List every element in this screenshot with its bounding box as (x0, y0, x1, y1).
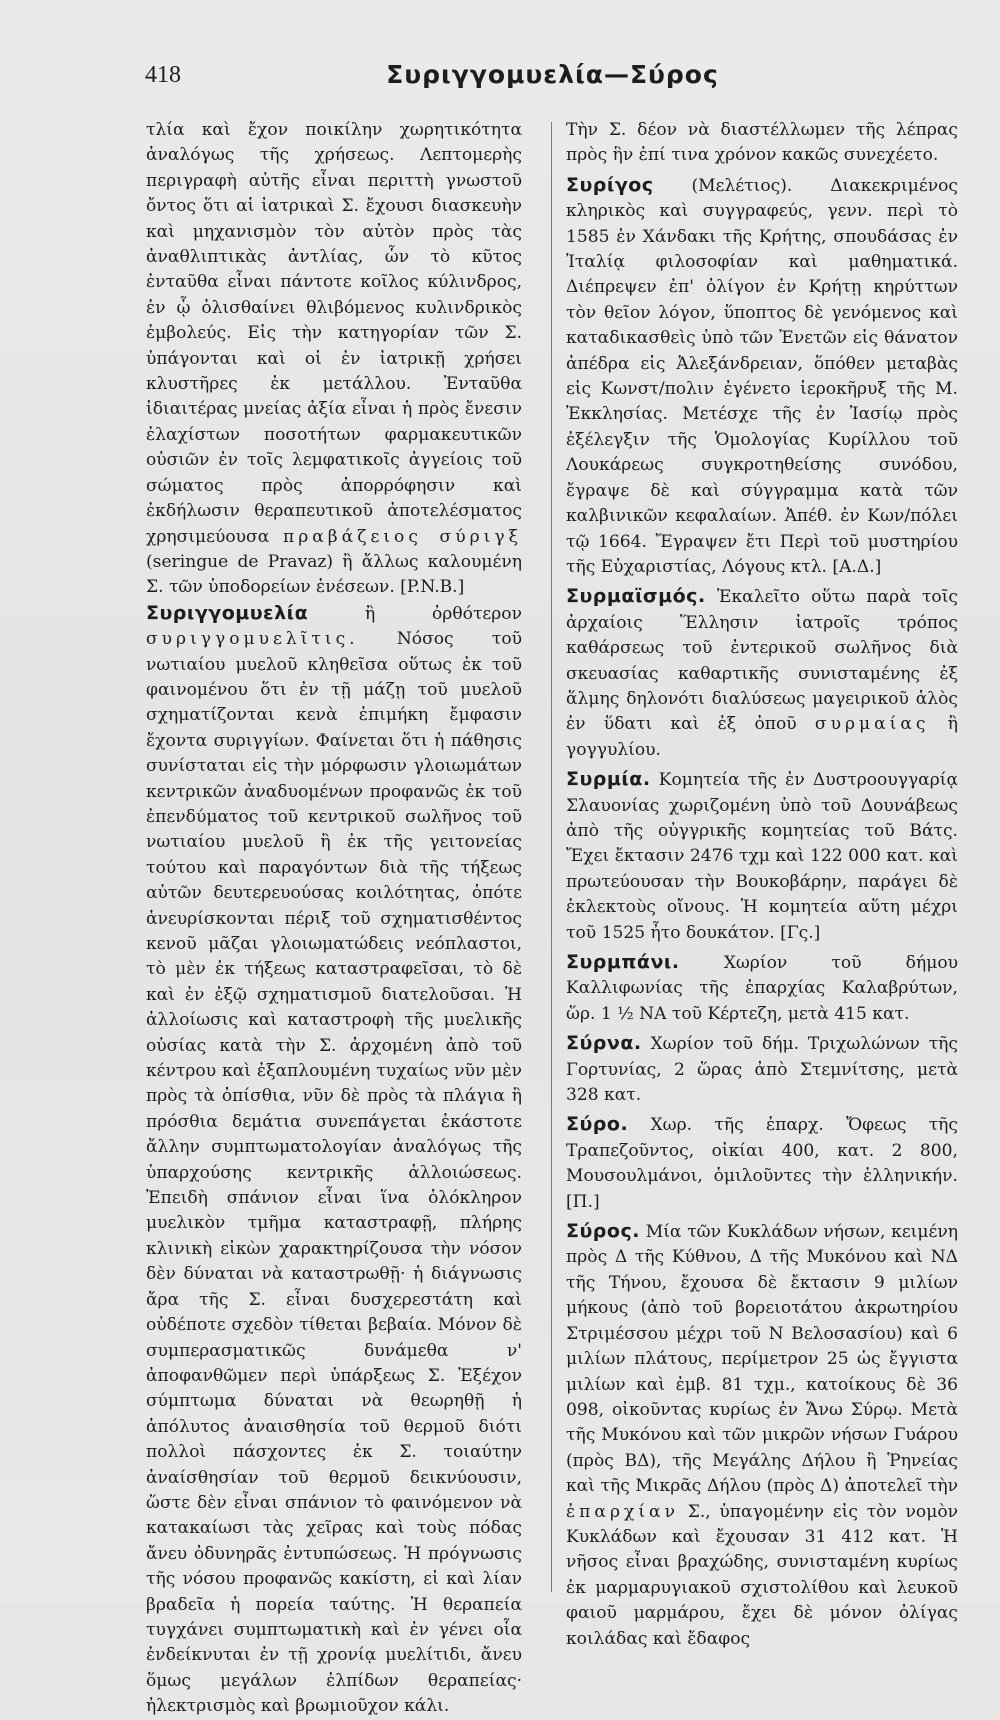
entry-syringomyelia (146, 601, 522, 1720)
headword: Συρίγος (566, 173, 654, 196)
entry-text: (seringue de Pravaz) ἢ ἄλλως καλουμένη Σ. τῶν ὑποδορείων ἐνέσεων. [P.N.B.] (146, 551, 522, 598)
spaced-term: πραβάζειος σύριγξ (282, 526, 522, 547)
entry-syringomyelia-continued (566, 118, 958, 169)
entry-syrigos (566, 173, 958, 581)
entry-text: ἢ γογγυλίου. (566, 714, 958, 760)
headword: Σύρο. (566, 1113, 629, 1136)
entry-syros (566, 1219, 958, 1652)
entry-syrna (566, 1031, 958, 1108)
entry-text: Ἐκαλεῖτο οὕτω παρὰ τοῖς ἀρχαίοις Ἕλλησιν ἰατροῖς τρόπος καθάρσεως τοῦ ἐντερικοῦ σωλῆνος διὰ σκευασίας καθαρτικῆς συνισταμένης ἐξ ἅλμης δηλονότι διαλύσεως μαγειρικοῦ ἁλὸς ἐν ὕδατι καὶ ἐξ ὀποῦ (566, 587, 958, 735)
entry-text: ἢ ὀρθότερον (364, 603, 522, 624)
left-column (146, 118, 522, 1720)
entry-text: Χωρίον τοῦ δήμ. Τριχωλώνων τῆς Γορτυνίας, 2 ὥρας ἀπὸ Στεμνίτσης, μετὰ 328 κατ. (566, 1034, 958, 1106)
entry-text: (Μελέτιος). Διακεκριμένος κληρικὸς καὶ συγγραφεύς, γενν. περὶ τὸ 1585 ἐν Χάνδακι τῆς Κρήτης, σπουδάσας ἐν Ἰταλίᾳ φιλοσοφίαν καὶ μαθηματικά. Διέπρεψεν ἐπ' ὀλίγον ἐν Κρήτῃ κηρύττων τὸν θεῖον λόγον, ὕποπτος δὲ γενόμενος καὶ καταδικασθεὶς ὑπὸ τῶν Ἐνετῶν εἰς θάνατον ἀπέδρα εἰς Ἀλεξάνδρειαν, ὅπόθεν μεταβὰς εἰς Κωνστ/πολιν ἐγένετο ἱεροκῆρυξ τῆς Μ. Ἐκκλησίας. Μετέσχε τῆς ἐν Ἰασίῳ πρὸς ἐξέλεγξιν τῆς Ὁμολογίας Κυρίλλου τοῦ Λουκάρεως συγκροτηθείσης συνόδου, ἔγραψε δὲ καὶ σύγγραμμα κατὰ τῶν καλβινικῶν κεφαλαίων. Ἀπέθ. ἐν Κων/πόλει τῷ 1664. Ἔγραψεν ἔτι Περὶ τοῦ μυστηρίου τῆς Εὐχαριστίας, Λόγους κτλ. [Α.Δ.] (566, 175, 958, 577)
entry-syrinx-continued (146, 118, 522, 601)
entry-syro (566, 1112, 958, 1215)
spaced-term: συριγγομυελῖτις. (146, 629, 359, 650)
headword: Συρμπάνι. (566, 951, 680, 973)
spaced-term: συρμαίας (814, 714, 930, 735)
column-divider (551, 122, 552, 1592)
spaced-term: ἐπαρχίαν (566, 1501, 679, 1522)
entry-syrmaismos (566, 584, 958, 763)
headword: Συρμία. (566, 768, 651, 791)
entry-text: Σ., ὑπαγομένην εἰς τὸν νομὸν Κυκλάδων καὶ ἔχουσαν 31 412 κατ. Ἡ νῆσος εἶναι βραχώδης, συνισταμένη κυρίως ἐκ μαρμαρυγιακοῦ σχιστολίθου καὶ λευκοῦ φαιοῦ μαρμάρου, ἔχει δὲ μόνον ὀλίγας κοιλάδας καὶ ἔδαφος (566, 1501, 958, 1649)
entry-text: Τὴν Σ. δέον νὰ διαστέλλωμεν τῆς λέπρας πρὸς ἣν ἐπί τινα χρόνον κακῶς συνεχέετο. (566, 120, 958, 166)
headword: Σύρος. (566, 1220, 640, 1243)
entry-text: Χωρ. τῆς ἐπαρχ. Ὄφεως τῆς Τραπεζοῦντος, οἰκίαι 400, κατ. 2 800, Μουσουλμάνοι, ὁμιλοῦντες τὴν ἑλληνικήν. [Π.] (566, 1115, 959, 1212)
right-column (566, 118, 958, 1656)
entry-text: τλία καὶ ἔχον ποικίλην χωρητικότητα ἀναλόγως τῆς χρήσεως. Λεπτομερὴς περιγραφὴ αὐτῆς εἶναι περιττὴ γνωστοῦ ὄντος ὅτι αἱ ἰατρικαὶ Σ. ἔχουσι διασκευὴν καὶ μηχανισμὸν τὸν αὐτὸν πρὸς τὰς ἀναθλιπτικὰς ἀντλίας, ὧν τὸ κῦτος ἐνταῦθα εἶναι πάντοτε κοῖλος κύλινδρος, ἐν ᾧ ὀλισθαίνει θλιβόμενος κυλινδρικὸς ἐμβολεύς. Εἰς τὴν κατηγορίαν τῶν Σ. ὑπάγονται καὶ οἱ ἐν ἰατρικῇ χρήσει κλυστῆρες ἐκ μετάλλου. Ἐνταῦθα ἰδιαιτέρας μνείας ἀξία εἶναι ἡ πρὸς ἔνεσιν ἐλαχίστων ποσοτήτων φαρμακευτικῶν οὐσιῶν ἐν τοῖς λεμφατικοῖς ἀγγείοις τοῦ σώματος πρὸς ἀπορρόφησιν καὶ ἐκδήλωσιν θεραπευτικοῦ ἀποτελέσματος χρησιμεύουσα (146, 120, 522, 547)
entry-syrmpani (566, 950, 958, 1027)
entry-text: Κομητεία τῆς ἐν Δυστροουγγαρίᾳ Σλαυονίας χωριζομένη ὑπὸ τοῦ Δουνάβεως ἀπὸ τῆς οὐγγρικῆς κομητείας τοῦ Βάτς. Ἔχει ἔκτασιν 2476 τχμ καὶ 122 000 κατ. καὶ πρωτεύουσαν τὴν Βουκοβάρην, παράγει δὲ ἐκλεκτοὺς οἴνους. Ἡ κομητεία αὕτη μέχρι τοῦ 1525 ἦτο δουκάτον. [Γς.] (566, 770, 959, 943)
running-title: Συριγγομυελία—Σύρος (386, 60, 719, 89)
headword: Σύρνα. (566, 1032, 642, 1055)
entry-text: Μία τῶν Κυκλάδων νήσων, κειμένη πρὸς Δ τῆς Κύθνου, Δ τῆς Μυκόνου καὶ ΝΔ τῆς Τήνου, ἔχουσα δὲ ἔκτασιν 9 μιλίων μήκους (ἀπὸ τοῦ βορειοτάτου ἀκρωτηρίου Στριμέσσου μέχρι τοῦ Ν Βελοσασίου) καὶ 6 μιλίων πλάτους, περίμετρον 25 ὡς ἔγγιστα μιλίων καὶ ἐμβ. 81 τχμ., κατοίκους δὲ 36 098, οἰκοῦντας κυρίως ἐν Ἄνω Σύρῳ. Μετὰ τῆς Μυκόνου καὶ τῶν μικρῶν νήσων Γυάρου (πρὸς ΒΔ), τῆς Μεγάλης Δήλου ἢ Ῥηνείας καὶ τῆς Μικρᾶς Δήλου (πρὸς Δ) ἀποτελεῖ τὴν (566, 1222, 958, 1497)
entry-syrmia (566, 767, 958, 946)
entry-text: Χωρίον τοῦ δήμου Καλλιφωνίας τῆς ἐπαρχίας Καλαβρύτων, ὥρ. 1 ½ ΝΑ τοῦ Κέρτεζη, μετὰ 415 κατ. (566, 953, 959, 1024)
page-header (145, 56, 960, 96)
entry-text: Νόσος τοῦ νωτιαίου μυελοῦ κληθεῖσα οὕτως ἐκ τοῦ φαινομένου ὅτι ἐν τῇ μάζῃ τοῦ μυελοῦ σχηματίζονται κενὰ ἐπιμήκη ἔμφασιν ἔχοντα συριγγίων. Φαίνεται ὅτι ἡ πάθησις συνίσταται εἰς τὴν μόρφωσιν γλοιωμάτων κεντρικῶν ἀναδυομένων προφανῶς ἐκ τοῦ ἐπενδύματος τοῦ κεντρικοῦ σωλῆνος τοῦ νωτιαίου μυελοῦ ἢ ἐκ τῆς γειτονείας τούτου καὶ παραγόντων διὰ τῆς τήξεως αὐτῶν δευτερευούσας κοιλότητας, ὁπότε ἀνευρίσκονται πέριξ τοῦ σχηματισθέντος κενοῦ μᾶζαι γλοιωματώδεις νεόπλαστοι, τὸ μὲν ἐκ τήξεως καταστραφεῖσαι, τὸ δὲ καὶ ἐν ἐξῷ σχηματισμοῦ διατελοῦσαι. Ἡ ἀλλοίωσις καὶ καταστροφὴ τῆς μυελικῆς οὐσίας κατὰ τὴν Σ. ἀρχομένη ἀπὸ τοῦ κέντρου καὶ ἐξαπλουμένη τυχαίως νῦν μὲν πρὸς τὰ ὀπίσθια, νῦν δὲ πρὸς τὰ πλάγια ἢ πρόσθια δεμάτια συνεπάγεται ἑκάστοτε ἄλλην συμπτωματολογίαν ἀναλόγως τῆς ὑπαρχούσης κεντρικῆς ἀλλοιώσεως. Ἐπειδὴ σπάνιον εἶναι ἵνα ὁλόκληρον μυελικὸν τμῆμα καταστραφῇ, πλήρης κλινικὴ εἰκὼν χαρακτηρίζουσα τὴν νόσον δὲν δύναται νὰ καταστρωθῇ· ἡ διάγνωσις ἄρα τῆς Σ. εἶναι δυσχερεστάτη καὶ οὐδέποτε σχεδὸν τίθεται βεβαία. Μόνον δὲ συμπερασματικῶς δυνάμεθα ν' ἀποφανθῶμεν περὶ ὑπάρξεως Σ. Ἐξέχον σύμπτωμα δύναται νὰ θεωρηθῇ ἡ ἀπόλυτος ἀναισθησία τοῦ θερμοῦ διότι πολλοὶ πάσχοντες ἐκ Σ. τοιαύτην ἀναίσθησίαν τοῦ θερμοῦ δεικνύουσιν, ὥστε δὲν εἶναι σπάνιον τὸ φαινόμενον νὰ κατακαίωσι τὰς χεῖρας καὶ τοὺς πόδας ἄνευ ὀδυνηρᾶς ἐντυπώσεως. Ἡ πρόγνωσις τῆς νόσου προφανῶς κακίστη, εἰ καὶ λίαν βραδεῖα ἡ πορεία ταύτης. Ἡ θεραπεία τυγχάνει συμπτωματικὴ καὶ ἐν γένει οἷα ἐνδείκνυται ἐν τῇ χρονίᾳ μυελίτιδι, ἄνευ ὅμως μεγάλων ἐλπίδων θεραπείας· ἠλεκτρισμὸς καὶ βρωμιοῦχον κάλι. (146, 629, 522, 1717)
headword: Συριγγομυελία (146, 601, 309, 624)
headword: Συρμαϊσμός. (566, 585, 706, 608)
page-number: 418 (145, 62, 181, 88)
